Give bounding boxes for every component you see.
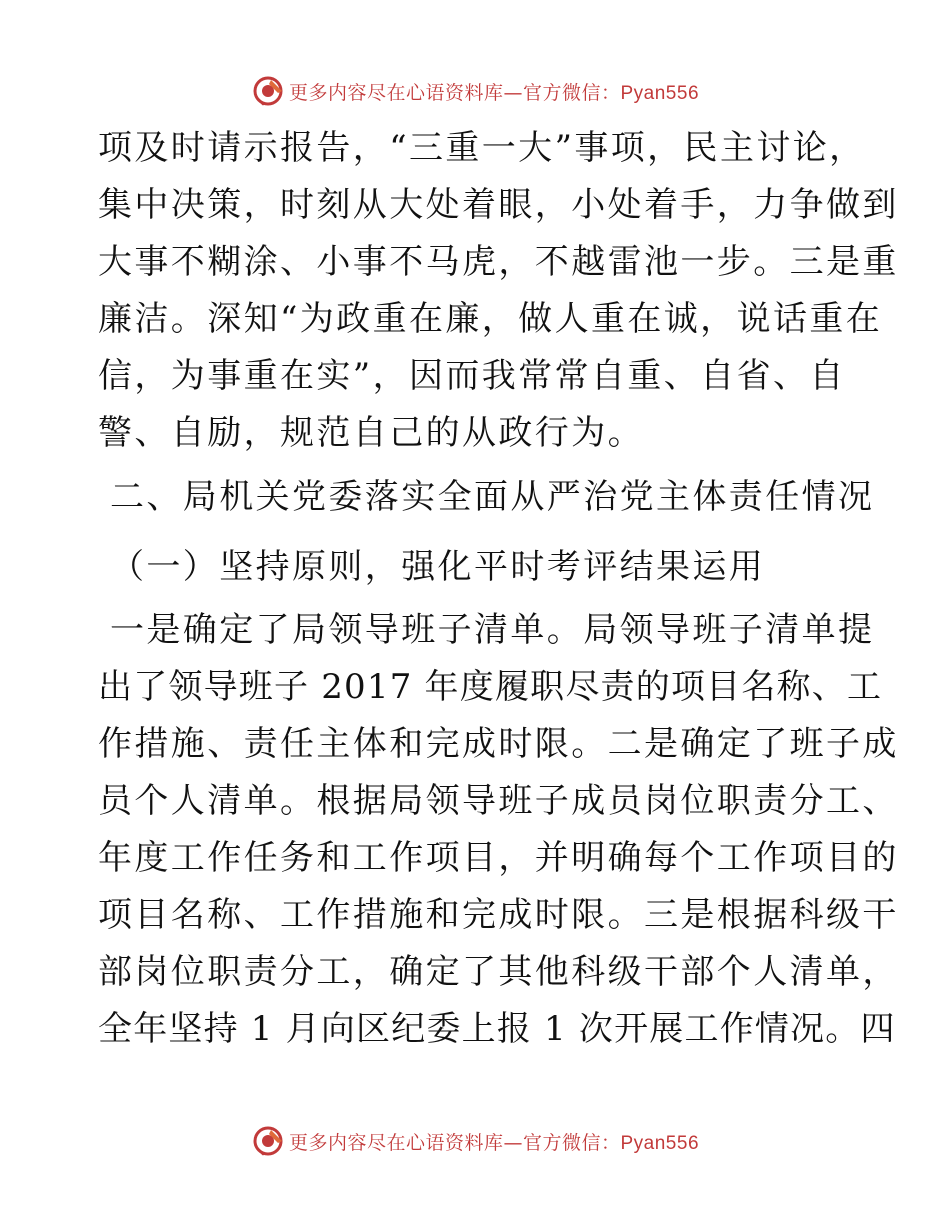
paragraph-line: 项及时请示报告，“三重一大”事项，民主讨论， [98, 128, 866, 168]
wechat-id: Pyan556 [620, 1132, 700, 1154]
paragraph-line: 出了领导班子 2017 年度履职尽责的项目名称、工 [98, 667, 883, 707]
paragraph-line: 项目名称、工作措施和完成时限。三是根据科级干 [98, 895, 899, 935]
paragraph-line: 年度工作任务和工作项目，并明确每个工作项目的 [98, 838, 899, 878]
subsection-heading: （一）坚持原则，强化平时考评结果运用 [110, 547, 766, 587]
paragraph-line: 集中决策，时刻从大处着眼，小处着手，力争做到 [98, 185, 899, 225]
watermark-text: 更多内容尽在心语资料库—官方微信：Pyan556 [288, 1131, 700, 1154]
paragraph-line: 作措施、责任主体和完成时限。二是确定了班子成 [98, 724, 899, 764]
watermark-footer [0, 1121, 950, 1161]
paragraph-line: 部岗位职责分工，确定了其他科级干部个人清单， [98, 952, 899, 992]
section-heading: 二、局机关党委落实全面从严治党主体责任情况 [110, 477, 875, 517]
paragraph-line: 信，为事重在实”，因而我常常自重、自省、自 [98, 356, 846, 396]
paragraph-line: 廉洁。深知“为政重在廉，做人重在诚，说话重在 [98, 299, 883, 339]
watermark-header [0, 71, 950, 111]
paragraph-line: 员个人清单。根据局领导班子成员岗位职责分工、 [98, 781, 899, 821]
watermark-text: 更多内容尽在心语资料库—官方微信：Pyan556 [288, 81, 700, 104]
paragraph-line: 一是确定了局领导班子清单。局领导班子清单提 [110, 610, 875, 650]
paragraph-line: 警、自励，规范自己的从政行为。 [98, 413, 644, 453]
document-body [98, 120, 899, 1058]
paragraph-line: 大事不糊涂、小事不马虎，不越雷池一步。三是重 [98, 242, 899, 282]
red-pen-circle-logo-icon [251, 74, 285, 108]
red-pen-circle-logo-icon [251, 1124, 285, 1158]
wechat-id: Pyan556 [620, 82, 700, 104]
paragraph-line: 全年坚持 1 月向区纪委上报 1 次开展工作情况。四 [98, 1009, 896, 1049]
